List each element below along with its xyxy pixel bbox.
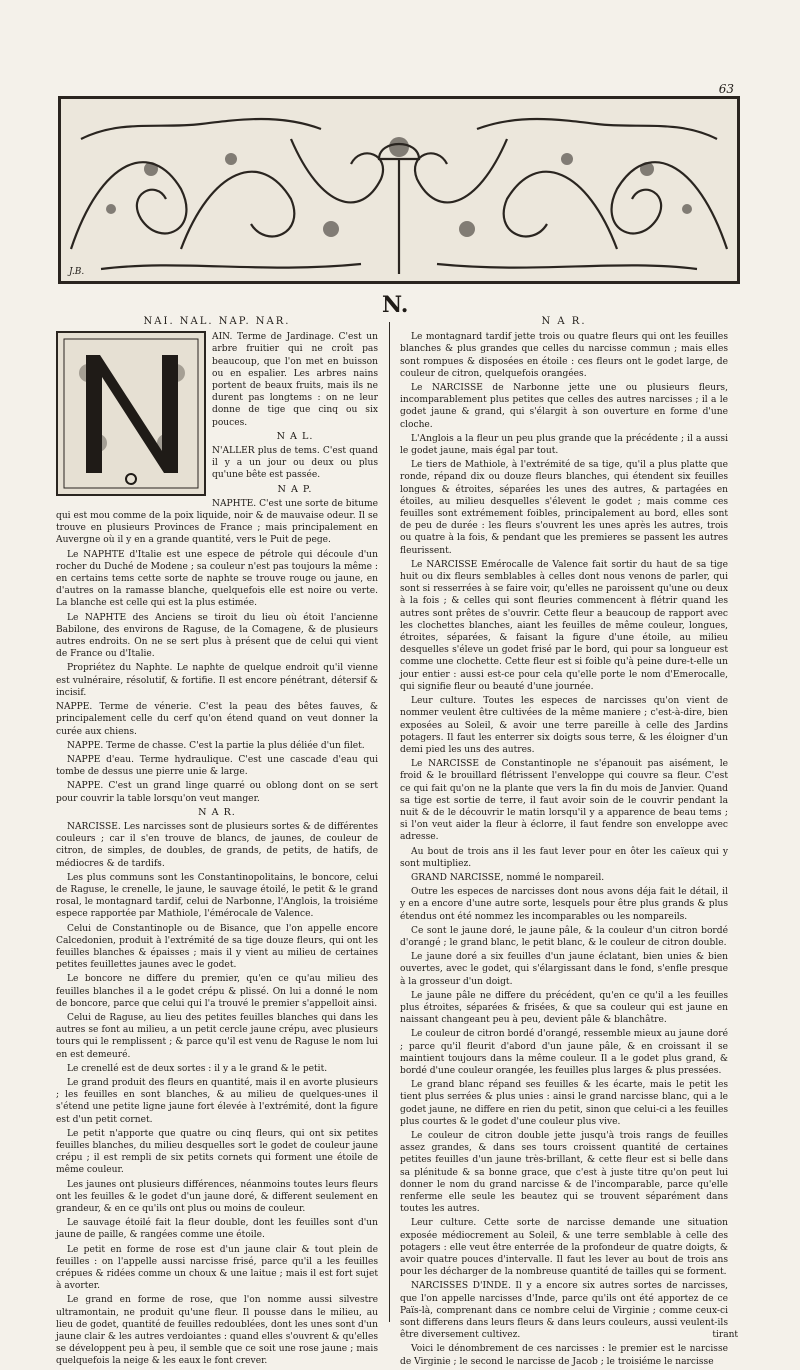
paragraph: Le grand produit des fleurs en quantité, mais il en avorte plusieurs ; les feuilles en sont blanches, & au milieu de quelques-unes il s'étend une petite ligne jaune fort élevée à l'extrémité, dont la figure est d'un petit cornet. [56, 1077, 378, 1125]
paragraph: Le couleur de citron bordé d'orangé, ressemble mieux au jaune doré ; parce qu'il fleurit d'abord d'un jaune pâle, & en croissant il se maintient toujours dans la même couleur. Il a le godet plus grand, & bordé d'une couleur orangée, les feuilles plus larges & plus pressées. [400, 1029, 728, 1076]
paragraph: NAPPE d'eau. Terme hydraulique. C'est une cascade d'eau qui tombe de dessus une pierre unie & large. [56, 754, 378, 778]
paragraph: Outre les especes de narcisses dont nous avons déja fait le détail, il y en a encore d'une autre sorte, lesquels pour être plus grands & plus étendus ont été nommez les incomparables ou les nompareils. [400, 887, 728, 922]
paragraph: NAPPE. Terme de chasse. C'est la partie la plus déliée d'un filet. [67, 740, 365, 751]
paragraph: Le petit n'apporte que quatre ou cinq fleurs, qui ont six petites feuilles blanches, du milieu desquelles sort le godet de couleur jaune crépu ; il est rempli de six petits cornets qui forment une étoile de même couleur. [56, 1128, 378, 1176]
catchword: tirant [712, 1330, 738, 1340]
running-head-left: NAI. NAL. NAP. NAR. [143, 316, 291, 327]
paragraph: Leur culture. Cette sorte de narcisse demande une situation exposée médiocrement au Soleil, & une terre semblable à celle des potagers : elle veut être enterrée de la profondeur de quatre doigts, & avoir quatre pouces d'intervalle. Il faut les lever au bout de trois ans pour les décharger de la nombreuse quantité de tailles qui se forment. [400, 1218, 728, 1278]
subhead-nal: N A L. [276, 430, 314, 442]
paragraph: Au bout de trois ans il les faut lever pour en ôter les caïeux qui y sont multipliez. [400, 846, 728, 869]
paragraph: L'Anglois a la fleur un peu plus grande que la précédente ; il a aussi le godet jaune, mais égal par tout. [400, 433, 728, 457]
paragraph: Le sauvage étoilé fait la fleur double, dont les feuilles sont d'un jaune de paille, & rangées comme une étoile. [56, 1218, 378, 1241]
paragraph: Le petit en forme de rose est d'un jaune clair & tout plein de feuilles : on l'appelle aussi narcisse frisé, parce qu'il a les feuilles crépues & ridées comme un choux & une laitue ; mais il est fort sujet à avorter. [56, 1244, 378, 1292]
paragraph: Le NAPHTE d'Italie est une espece de pétrole qui découle d'un rocher du Duché de Modene ; sa couleur n'est pas toujours la même : en certains tems cette sorte de naphte se trouve rouge ou jaune, en d'autres on la ramasse blanche, quelquefois elle est noire ou verte. La blanche est celle qui est la plus estimée. [56, 549, 378, 609]
subhead-nap: N A P. [277, 483, 313, 495]
paragraph: Ce sont le jaune doré, le jaune pâle, & la couleur d'un citron bordé d'orangé ; le grand blanc, le petit blanc, & le couleur de citron double. [400, 925, 728, 948]
paragraph: Leur culture. Toutes les especes de narcisses qu'on vient de nommer veulent être cultivées de la même maniere ; c'est-à-dire, bien exposées au Soleil, & avoir une terre pareille à celle des Jardins potagers. Il faut les enterrer six doigts sous terre, & les éloigner d'un demi pied les uns des autres. [400, 696, 728, 755]
paragraph: NAPPE. Terme de vénerie. C'est la peau des bêtes fauves, & principalement celle du cerf qu'on étend quand on veut donner la curée aux chiens. [56, 702, 378, 737]
subhead-nar: N A R. [198, 806, 236, 818]
entry-naller: N'ALLER plus de tems. C'est quand il y a un jour ou deux ou plus qu'une bête est passée. [212, 446, 378, 481]
drop-cap-ornament [58, 333, 204, 494]
scrollwork-ornament [61, 99, 737, 281]
paragraph: Le jaune doré a six feuilles d'un jaune éclatant, bien unies & bien ouvertes, avec le godet, qui s'élargissant dans le fond, s'enfle presque à la grosseur d'un doigt. [400, 952, 728, 987]
paragraph: Le couleur de citron double jette jusqu'à trois rangs de feuilles assez grandes, & dans ses tours croissent quantité de certaines petites feuilles d'un jaune très-brillant, & cette fleur est si belle dans sa plénitude & sa bonne grace, que c'est à juste titre qu'on peut lui donner le nom du grand narcisse & de l'incomparable, parce qu'elle renferme elle seule les beautez qui se trouvent séparément dans toutes les autres. [400, 1131, 728, 1215]
paragraph: Le jaune pâle ne differe du précédent, qu'en ce qu'il a les feuilles plus étroites, séparées & frisées, & que sa couleur qui est jaune en naissant changeant peu à peu, devient pâle & blanchâtre. [400, 990, 728, 1026]
paragraph: NARCISSES D'INDE. Il y a encore six autres sortes de narcisses, que l'on appelle narcisses d'Inde, parce qu'ils ont été apportez de ce Païs-là, comprenant dans ce nombre celui de Virginie ; comme ceux-ci sont differens dans leurs fleurs & dans leurs couleurs, aussi veulent-ils être diversement cultivez. [400, 1281, 728, 1341]
left-column [56, 316, 378, 1370]
right-column [400, 316, 728, 1370]
paragraph: Voici le dénombrement de ces narcisses : le premier est le narcisse de Virginie ; le second le narcisse de Jacob ; le troisiéme le narcisse [400, 1344, 728, 1367]
paragraph: GRAND NARCISSE, nommé le nompareil. [411, 872, 605, 883]
section-letter: N. [382, 292, 409, 318]
paragraph: Le grand blanc répand ses feuilles & les écarte, mais le petit les tient plus serrées & plus unies : ainsi le grand narcisse blanc, qui a le godet jaune, ne differe en rien du petit, sinon que celui-ci a les feuilles plus courtes & le godet d'une couleur plus vive. [400, 1080, 728, 1127]
paragraph: NAPPE. C'est un grand linge quarré ou oblong dont on se sert pour couvrir la table lorsqu'on veut manger. [56, 781, 378, 804]
banner-signature: J.B. [69, 267, 85, 277]
paragraph: Le tiers de Mathiole, à l'extrémité de sa tige, qu'il a plus platte que ronde, répand dix ou douze fleurs blanches, qui étendent six feuilles longues & étroites, séparées les unes des autres, & partagées en étoiles, au milieu desquelles s'élevent le godet ; mais comme ces feuilles sont extrémement foibles, principalement au bord, elles sont de peu de durée : les fleurs s'ouvrent les unes après les autres, trois ou quatre à la fois, & pendant que les premieres se passent les autres fleurissent. [400, 460, 728, 556]
paragraph: Le montagnard tardif jette trois ou quatre fleurs qui ont les feuilles blanches & plus grandes que celles du narcisse commun ; mais elles sont rompues & disposées en étoile : ces fleurs ont le godet large, de couleur de citron, quelquefois orangées. [400, 332, 728, 379]
paragraph: Les plus communs sont les Constantinopolitains, le boncore, celui de Raguse, le crenelle, le jaune, le sauvage étoilé, le petit & le grand rosal, le montagnard tardif, celui de Narbonne, l'Anglois, la troisiéme espece rapportée par Mathiole, l'émérocale de Valence. [56, 872, 378, 920]
drop-cap-n [56, 331, 206, 496]
paragraph: Le grand en forme de rose, que l'on nomme aussi silvestre ultramontain, ne produit qu'une fleur. Il pousse dans le milieu, au lieu de godet, quantité de feuilles redoublées, dont les unes sont d'un jaune clair & les autres verdoiantes : quand elles s'ouvrent & qu'elles se développent peu à peu, il semble que ce soit une rose jaune ; mais quelquefois la neige & les eaux le font crever. [56, 1295, 378, 1367]
ornamental-banner [58, 96, 740, 284]
running-head-right: N A R. [541, 316, 587, 327]
column-divider [389, 322, 390, 1322]
entry-naphte: NAPHTE. C'est une sorte de bitume qui est mou comme de la poix liquide, noir & de mauvaise odeur. Il se trouve en plusieurs Provinces de France ; mais principalement en Auvergne où il y en a grande quantité, vers le Puit de pege. [56, 498, 378, 546]
page-number: 63 [718, 82, 734, 96]
paragraph: NARCISSE. Les narcisses sont de plusieurs sortes & de différentes couleurs ; car il s'en trouve de blancs, de jaunes, de couleur de citron, de simples, de doubles, de grands, de petits, de hatifs, de médiocres & de tardifs. [56, 821, 378, 869]
entry-nain: AIN. Terme de Jardinage. C'est un arbre fruitier qui ne croît pas beaucoup, que l'on met en buisson ou en espalier. Les arbres nains portent de beaux fruits, mais ils ne durent pas longtems : on ne leur donne de tige que cinq ou six pouces. [212, 332, 378, 428]
paragraph: Celui de Constantinople ou de Bisance, que l'on appelle encore Calcedonien, produit à l'extrémité de sa tige douze fleurs, qui ont les feuilles blanches & épaisses ; mais il y vient au milieu de certaines petites feuillettes jaunes avec le godet. [56, 923, 378, 971]
paragraph: Le boncore ne differe du premier, qu'en ce qu'au milieu des feuilles blanches il a le godet crépu & plissé. On lui a donné le nom de boncore, parce que celui qui l'a trouvé le premier s'appelloit ainsi. [56, 974, 378, 1009]
paragraph: Le NARCISSE de Constantinople ne s'épanouit pas aisément, le froid & le brouillard flétrissent l'enveloppe qui couvre sa fleur. C'est ce qui fait qu'on ne la plante que vers la fin du mois de Janvier. Quand sa tige est sortie de terre, il faut avoir soin de le couvrir pendant la nuit & de le découvrir le matin lorsqu'il y a apparence de beau tems ; si l'on veut aider la fleur à éclorre, il faut fendre son enveloppe avec adresse. [400, 759, 728, 843]
paragraph: Propriétez du Naphte. Le naphte de quelque endroit qu'il vienne est vulnéraire, résolutif, & fortifie. Il est encore pénétrant, détersif & incisif. [56, 663, 378, 698]
paragraph: Celui de Raguse, au lieu des petites feuilles blanches qui dans les autres se font au milieu, a un petit cercle jaune crépu, avec plusieurs tours qui le remplissent ; & parce qu'il est venu de Raguse le nom lui en est demeuré. [56, 1012, 378, 1060]
paragraph: Le crenellé est de deux sortes : il y a le grand & le petit. [67, 1063, 328, 1074]
paragraph: Les jaunes ont plusieurs différences, néanmoins toutes leurs fleurs ont les feuilles & le godet d'un jaune doré, & different seulement en grandeur, & en ce qu'ils ont plus ou moins de couleur. [56, 1179, 378, 1215]
paragraph: Le NARCISSE Emérocalle de Valence fait sortir du haut de sa tige huit ou dix fleurs semblables à celles dont nous venons de parler, qui sont si resserrées à se faire voir, qu'elles ne paroissent qu'une ou deux à la fois ; & celles qui sont fleuries commencent à flétrir quand les autres sont prêtes de s'ouvrir. Cette fleur a beaucoup de rapport avec les clochettes blanches, aiant les feuilles de même couleur, longues, étroites, séparées, & faisant la figure d'une étoile, au milieu desquelles s'éleve un godet frisé par le bord, qui pour sa longueur est comme une clochette. Cette fleur est si foible qu'à peine dure-t-elle un jour entier : aussi est-ce pour cela qu'elle porte le nom d'Emerocalle, qui signifie fleur ou beauté d'une journée. [400, 559, 728, 692]
paragraph: Le NARCISSE de Narbonne jette une ou plusieurs fleurs, incomparablement plus petites que celles des autres narcisses ; il a le godet jaune & grand, qui s'élargit à son ouverture en forme d'une cloche. [400, 383, 728, 430]
paragraph: Le NAPHTE des Anciens se tiroit du lieu où étoit l'ancienne Babilone, des environs de Raguse, de la Comagene, & de plusieurs autres endroits. On ne se sert plus à présent que de celui qui vient de France ou d'Italie. [56, 612, 378, 660]
